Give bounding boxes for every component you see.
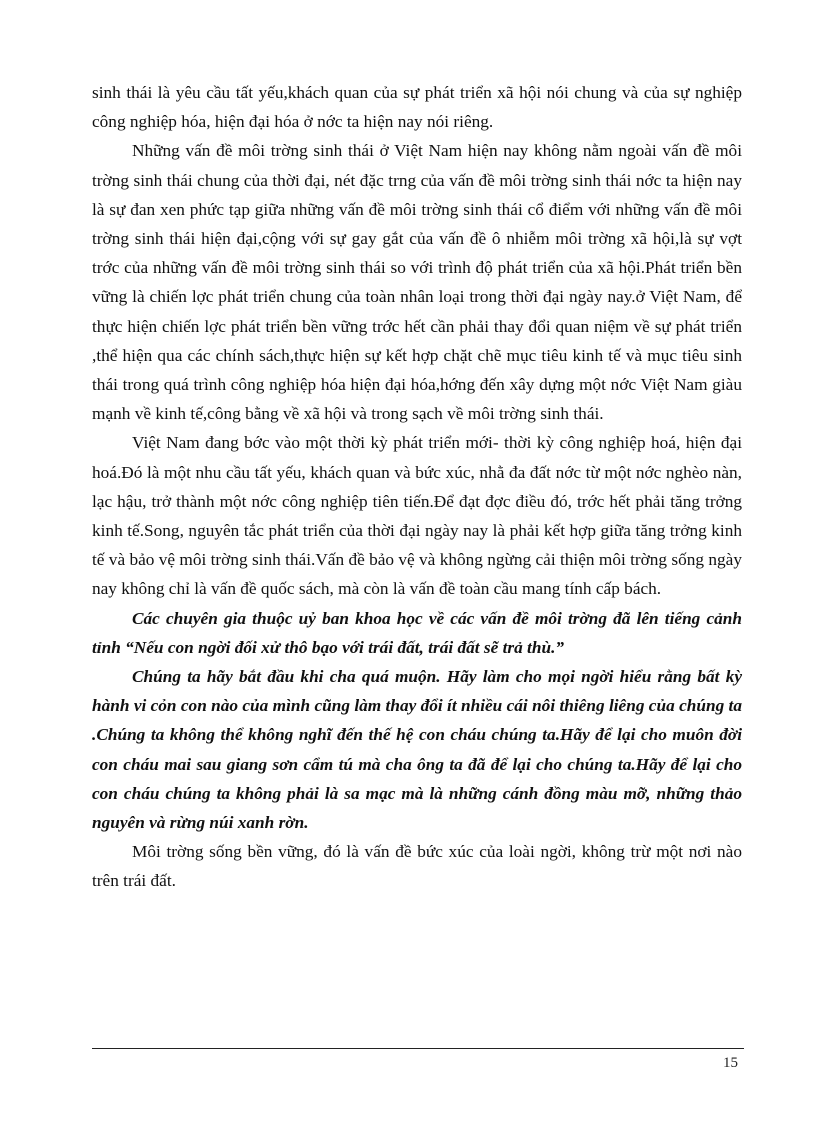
footer-divider: [92, 1048, 744, 1049]
closing-paragraph: Môi trờng sống bền vững, đó là vấn đề bức xúc của loài ngời, không trừ một nơi nào trên trái đất.: [92, 842, 742, 891]
appeal-paragraph: Chúng ta hãy bắt đầu khi cha quá muộn. Hãy làm cho mọi ngời hiểu rằng bất kỳ hành vi cỏn con nào của mình cũng làm thay đổi ít nhiều cái nôi thiêng liêng của chúng ta .Chúng ta không thể không nghĩ đến thế hệ con cháu chúng ta.Hãy để lại cho muôn đời con cháu mai sau giang sơn cẩm tú mà cha ông ta đã để lại cho chúng ta.Hãy để lại cho con cháu chúng ta không phải là sa mạc mà là những cánh đồng màu mỡ, những thảo nguyên và rừng núi xanh rờn.: [92, 667, 742, 833]
paragraph-3: Việt Nam đang bớc vào một thời kỳ phát triển mới- thời kỳ công nghiệp hoá, hiện đại hoá.Đó là một nhu cầu tất yếu, khách quan và bức xúc, nhằ đa đất nớc từ một nớc nghèo nàn, lạc hậu, trở thành một nớc công nghiệp tiên tiến.Để đạt đợc điều đó, trớc hết phải tăng trởng kinh tế.Song, nguyên tắc phát triển của thời đại ngày nay là phải kết hợp giữa tăng trởng kinh tế và bảo vệ môi trờng sinh thái.Vấn đề bảo vệ và không ngừng cải thiện môi trờng sống ngày nay không chỉ là vấn đề quốc sách, mà còn là vấn đề toàn cầu mang tính cấp bách.: [92, 433, 742, 599]
paragraph-2: Những vấn đề môi trờng sinh thái ở Việt Nam hiện nay không nằm ngoài vấn đề môi trờng sinh thái chung của thời đại, nét đặc trng của vấn đề môi trờng sinh thái nớc ta hiện nay là sự đan xen phức tạp giữa những vấn đề môi trờng sinh thái cổ điểm với những vấn đề môi trờng sinh thái hiện đại,cộng với sự gay gắt của vấn đề ô nhiễm môi trờng xã hội,là sự vợt trớc của những vấn đề môi trờng sinh thái so với trình độ phát triển của xã hội.Phát triển bền vững là chiến lợc phát triển chung của toàn nhân loại trong thời đại ngày nay.ở Việt Nam, để thực hiện chiến lợc phát triển bền vững trớc hết cần phải thay đổi quan niệm về sự phát triển ,thể hiện qua các chính sách,thực hiện sự kết hợp chặt chẽ mục tiêu kinh tế và mục tiêu sinh thái trong quá trình công nghiệp hóa hiện đại hóa,hớng đến xây dựng một nớc Việt Nam giàu mạnh về kinh tế,công bằng về xã hội và trong sạch về môi trờng sinh thái.: [92, 141, 742, 424]
quote-paragraph: Các chuyên gia thuộc uỷ ban khoa học về các vấn đề môi trờng đã lên tiếng cảnh tỉnh “Nếu con ngời đối xử thô bạo với trái đất, trái đất sẽ trả thù.”: [92, 608, 742, 657]
paragraph-1: sinh thái là yêu cầu tất yếu,khách quan của sự phát triển xã hội nói chung và của sự nghiệp công nghiệp hóa, hiện đại hóa ở nớc ta hiện nay nói riêng.: [92, 83, 742, 132]
page-number: 15: [723, 1055, 738, 1071]
body-text: [92, 78, 742, 896]
